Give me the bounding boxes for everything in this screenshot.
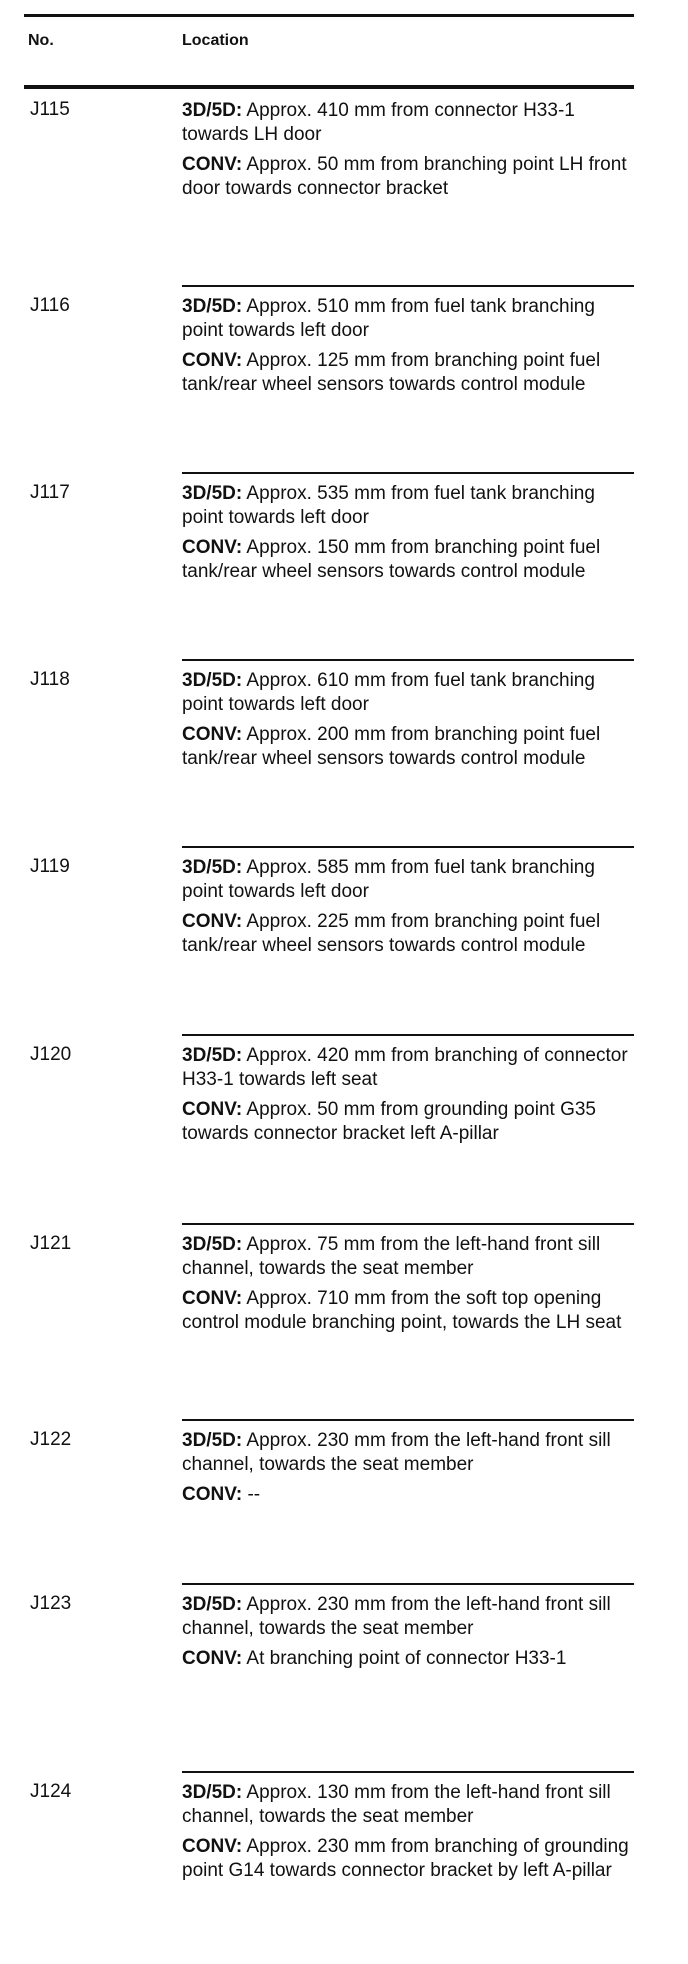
row-number: J122 — [30, 1429, 72, 1450]
location-conv — [182, 1483, 634, 1507]
location-3d5d — [182, 99, 634, 147]
column-header-location: Location — [182, 32, 249, 49]
text-3d5d: Approx. 410 mm from connector H33-1 towards LH door — [182, 100, 575, 145]
text-3d5d: Approx. 510 mm from fuel tank branching point towards left door — [182, 296, 595, 341]
row-divider — [182, 1583, 634, 1585]
label-conv: CONV: — [182, 154, 243, 175]
text-conv: Approx. 225 mm from branching point fuel tank/rear wheel sensors towards control module — [182, 911, 601, 956]
location-3d5d — [182, 1429, 634, 1477]
row-location — [182, 482, 634, 590]
text-3d5d: Approx. 585 mm from fuel tank branching point towards left door — [182, 857, 595, 902]
row-number: J117 — [30, 482, 70, 503]
text-conv: At branching point of connector H33-1 — [242, 1648, 567, 1669]
text-3d5d: Approx. 610 mm from fuel tank branching point towards left door — [182, 670, 595, 715]
text-conv: Approx. 125 mm from branching point fuel tank/rear wheel sensors towards control module — [182, 350, 601, 395]
label-3d5d: 3D/5D: — [182, 1430, 243, 1451]
label-conv: CONV: — [182, 537, 243, 558]
location-3d5d — [182, 482, 634, 530]
location-3d5d — [182, 1781, 634, 1829]
row-number: J123 — [30, 1593, 72, 1614]
location-conv — [182, 723, 634, 771]
row-divider — [182, 285, 634, 287]
row-divider — [182, 1419, 634, 1421]
row-number: J120 — [30, 1044, 72, 1065]
label-3d5d: 3D/5D: — [182, 1234, 243, 1255]
row-divider — [182, 1034, 634, 1036]
text-3d5d: Approx. 230 mm from the left-hand front sill channel, towards the seat member — [182, 1430, 611, 1475]
row-divider — [182, 1223, 634, 1225]
text-conv: Approx. 150 mm from branching point fuel tank/rear wheel sensors towards control module — [182, 537, 601, 582]
label-3d5d: 3D/5D: — [182, 1594, 243, 1615]
location-3d5d — [182, 1233, 634, 1281]
row-location — [182, 1781, 634, 1889]
text-3d5d: Approx. 420 mm from branching of connector H33-1 towards left seat — [182, 1045, 628, 1090]
location-3d5d — [182, 1044, 634, 1092]
row-number: J118 — [30, 669, 70, 690]
label-3d5d: 3D/5D: — [182, 857, 243, 878]
table-header — [24, 32, 634, 56]
row-location — [182, 1593, 634, 1677]
text-3d5d: Approx. 535 mm from fuel tank branching point towards left door — [182, 483, 595, 528]
row-number: J115 — [30, 99, 70, 120]
label-3d5d: 3D/5D: — [182, 670, 243, 691]
location-3d5d — [182, 669, 634, 717]
text-3d5d: Approx. 130 mm from the left-hand front sill channel, towards the seat member — [182, 1782, 611, 1827]
location-conv — [182, 1098, 634, 1146]
text-conv: -- — [242, 1484, 261, 1505]
text-conv: Approx. 230 mm from branching of grounding point G14 towards connector bracket by left A-pillar — [182, 1836, 629, 1881]
label-3d5d: 3D/5D: — [182, 483, 243, 504]
location-conv — [182, 1835, 634, 1883]
row-location — [182, 295, 634, 403]
row-location — [182, 1233, 634, 1341]
label-conv: CONV: — [182, 1648, 243, 1669]
header-rule — [24, 85, 634, 89]
label-3d5d: 3D/5D: — [182, 1045, 243, 1066]
text-conv: Approx. 710 mm from the soft top opening control module branching point, towards the LH seat — [182, 1288, 622, 1333]
text-3d5d: Approx. 75 mm from the left-hand front sill channel, towards the seat member — [182, 1234, 601, 1279]
label-conv: CONV: — [182, 1484, 243, 1505]
text-conv: Approx. 200 mm from branching point fuel tank/rear wheel sensors towards control module — [182, 724, 601, 769]
label-conv: CONV: — [182, 350, 243, 371]
location-conv — [182, 153, 634, 201]
label-conv: CONV: — [182, 724, 243, 745]
text-conv: Approx. 50 mm from branching point LH front door towards connector bracket — [182, 154, 627, 199]
row-divider — [182, 472, 634, 474]
row-location — [182, 1044, 634, 1152]
text-3d5d: Approx. 230 mm from the left-hand front sill channel, towards the seat member — [182, 1594, 611, 1639]
label-conv: CONV: — [182, 1836, 243, 1857]
label-3d5d: 3D/5D: — [182, 1782, 243, 1803]
label-conv: CONV: — [182, 1288, 243, 1309]
location-conv — [182, 1287, 634, 1335]
location-3d5d — [182, 856, 634, 904]
label-conv: CONV: — [182, 911, 243, 932]
row-number: J124 — [30, 1781, 72, 1802]
label-conv: CONV: — [182, 1099, 243, 1120]
table-top-rule — [24, 14, 634, 17]
row-number: J116 — [30, 295, 70, 316]
location-conv — [182, 1647, 634, 1671]
row-divider — [182, 1771, 634, 1773]
row-divider — [182, 846, 634, 848]
label-3d5d: 3D/5D: — [182, 100, 243, 121]
text-conv: Approx. 50 mm from grounding point G35 towards connector bracket left A-pillar — [182, 1099, 596, 1144]
row-location — [182, 99, 634, 207]
row-number: J121 — [30, 1233, 72, 1254]
row-location — [182, 669, 634, 777]
location-3d5d — [182, 1593, 634, 1641]
row-location — [182, 1429, 634, 1513]
location-3d5d — [182, 295, 634, 343]
location-conv — [182, 349, 634, 397]
row-number: J119 — [30, 856, 70, 877]
label-3d5d: 3D/5D: — [182, 296, 243, 317]
location-conv — [182, 910, 634, 958]
row-divider — [182, 659, 634, 661]
location-conv — [182, 536, 634, 584]
row-location — [182, 856, 634, 964]
column-header-no: No. — [28, 32, 54, 49]
